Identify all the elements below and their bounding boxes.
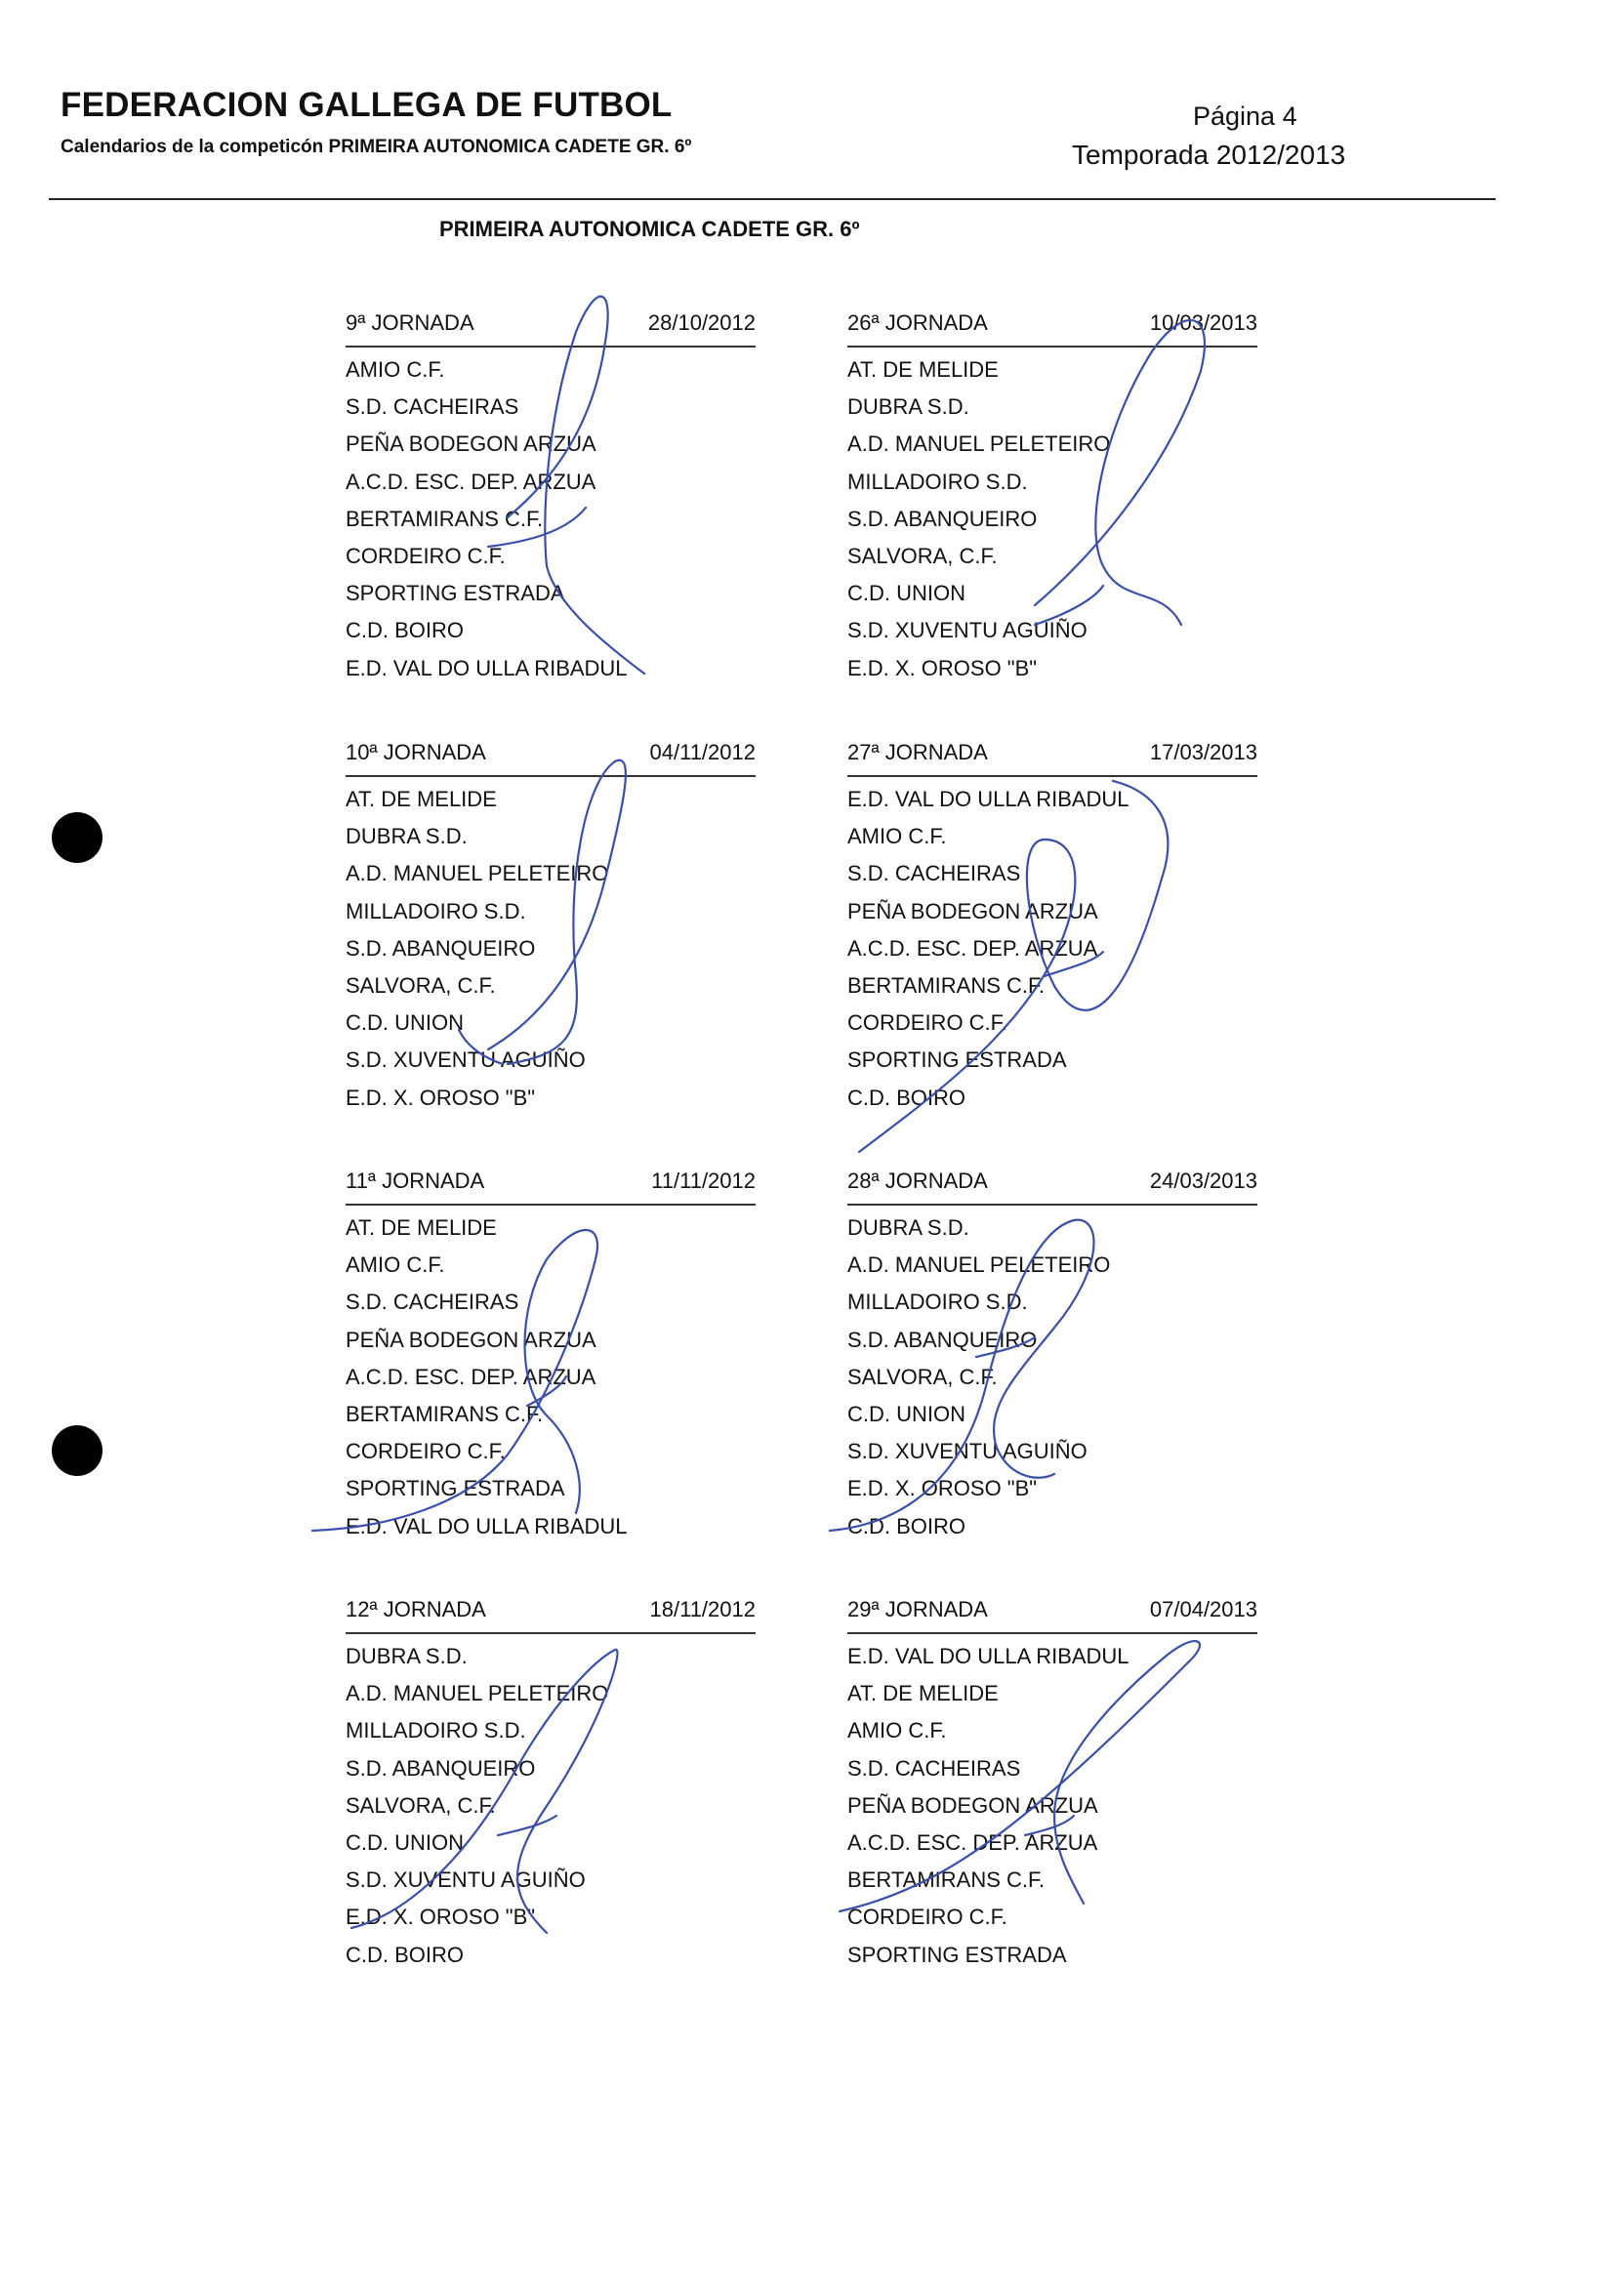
team-name: BERTAMIRANS C.F. xyxy=(847,1867,1046,1893)
jornada-label: 29ª JORNADA xyxy=(847,1597,988,1621)
team-name: S.D. CACHEIRAS xyxy=(346,1290,519,1315)
block-divider xyxy=(847,1204,1257,1206)
team-name: AT. DE MELIDE xyxy=(346,787,497,811)
team-name: A.C.D. ESC. DEP. ARZUA xyxy=(847,935,1098,961)
punch-hole xyxy=(52,1425,103,1476)
team-name: CORDEIRO C.F. xyxy=(847,1010,1007,1036)
team-name: S.D. CACHEIRAS xyxy=(847,861,1021,886)
team-name: AMIO C.F. xyxy=(847,824,947,849)
block-divider xyxy=(346,1204,756,1206)
team-name: SPORTING ESTRADA xyxy=(847,1942,1067,1967)
block-divider xyxy=(346,775,756,777)
team-name: C.D. UNION xyxy=(346,1829,464,1855)
team-name: C.D. BOIRO xyxy=(346,618,465,643)
team-name: AMIO C.F. xyxy=(346,357,445,382)
team-name: C.D. UNION xyxy=(847,1401,965,1426)
team-name: MILLADOIRO S.D. xyxy=(346,1718,526,1743)
team-name: PEÑA BODEGON ARZUA xyxy=(346,1327,596,1352)
team-name: DUBRA S.D. xyxy=(346,824,468,849)
jornada-block xyxy=(847,740,1257,1117)
punch-hole xyxy=(52,812,103,863)
jornada-block xyxy=(346,1168,756,1545)
team-name: S.D. XUVENTU AGUIÑO xyxy=(847,618,1088,643)
block-divider xyxy=(847,1632,1257,1634)
jornada-date: 18/11/2012 xyxy=(649,1597,756,1621)
team-name: SALVORA, C.F. xyxy=(847,1364,998,1389)
jornada-block xyxy=(847,1168,1257,1545)
team-name: PEÑA BODEGON ARZUA xyxy=(847,1792,1098,1818)
team-name: CORDEIRO C.F. xyxy=(346,543,506,568)
team-name: E.D. X. OROSO "B" xyxy=(346,1085,536,1110)
team-name: MILLADOIRO S.D. xyxy=(847,469,1028,494)
jornada-block xyxy=(847,310,1257,687)
team-name: E.D. VAL DO ULLA RIBADUL xyxy=(847,1644,1129,1668)
federation-title: FEDERACION GALLEGA DE FUTBOL xyxy=(61,86,673,124)
jornada-date: 04/11/2012 xyxy=(649,740,756,764)
team-name: AT. DE MELIDE xyxy=(847,357,999,382)
jornada-date: 28/10/2012 xyxy=(647,310,756,335)
team-name: S.D. CACHEIRAS xyxy=(346,394,519,420)
team-name: E.D. VAL DO ULLA RIBADUL xyxy=(847,787,1129,811)
jornada-label: 10ª JORNADA xyxy=(346,740,486,764)
jornada-block xyxy=(346,310,756,687)
season-label: Temporada 2012/2013 xyxy=(1072,140,1346,170)
block-divider xyxy=(847,775,1257,777)
page-number: Página 4 xyxy=(1193,102,1297,131)
jornada-label: 11ª JORNADA xyxy=(346,1168,485,1193)
team-name: AT. DE MELIDE xyxy=(346,1215,497,1240)
team-name: A.D. MANUEL PELETEIRO xyxy=(847,431,1111,457)
team-name: E.D. X. OROSO "B" xyxy=(847,1476,1038,1501)
header-divider xyxy=(49,198,1496,200)
team-name: C.D. BOIRO xyxy=(847,1085,966,1110)
team-name: AMIO C.F. xyxy=(847,1718,947,1743)
team-name: SPORTING ESTRADA xyxy=(847,1047,1067,1073)
jornada-date: 07/04/2013 xyxy=(1149,1597,1257,1621)
team-name: PEÑA BODEGON ARZUA xyxy=(346,431,596,457)
team-name: SPORTING ESTRADA xyxy=(346,581,565,606)
jornada-label: 12ª JORNADA xyxy=(346,1597,486,1621)
team-name: A.D. MANUEL PELETEIRO xyxy=(346,1681,609,1706)
jornada-block xyxy=(847,1597,1257,1974)
block-divider xyxy=(346,1632,756,1634)
jornada-date: 10/03/2013 xyxy=(1149,310,1257,335)
jornada-date: 11/11/2012 xyxy=(651,1168,756,1193)
team-name: S.D. ABANQUEIRO xyxy=(847,506,1038,531)
team-name: E.D. X. OROSO "B" xyxy=(847,655,1038,680)
block-divider xyxy=(847,346,1257,348)
team-name: SPORTING ESTRADA xyxy=(346,1476,565,1501)
team-name: A.D. MANUEL PELETEIRO xyxy=(346,861,609,886)
calendar-subtitle: Calendarios de la competicón PRIMEIRA AUTONOMICA CADETE GR. 6º xyxy=(61,137,692,157)
team-name: C.D. UNION xyxy=(346,1010,464,1036)
jornada-label: 28ª JORNADA xyxy=(847,1168,988,1193)
team-name: CORDEIRO C.F. xyxy=(847,1905,1007,1930)
team-name: C.D. UNION xyxy=(847,581,965,606)
team-name: E.D. X. OROSO "B" xyxy=(346,1905,536,1930)
team-name: SALVORA, C.F. xyxy=(346,972,496,998)
team-name: A.C.D. ESC. DEP. ARZUA xyxy=(346,469,596,494)
team-name: E.D. VAL DO ULLA RIBADUL xyxy=(346,1513,628,1538)
team-name: C.D. BOIRO xyxy=(847,1513,966,1538)
team-name: C.D. BOIRO xyxy=(346,1942,465,1967)
team-name: MILLADOIRO S.D. xyxy=(346,898,526,923)
team-name: BERTAMIRANS C.F. xyxy=(346,1401,544,1426)
team-name: S.D. ABANQUEIRO xyxy=(847,1327,1038,1352)
jornada-label: 9ª JORNADA xyxy=(346,310,474,335)
team-name: S.D. XUVENTU AGUIÑO xyxy=(346,1047,586,1073)
team-name: S.D. XUVENTU AGUIÑO xyxy=(346,1867,586,1893)
team-name: S.D. CACHEIRAS xyxy=(847,1755,1021,1781)
jornada-block xyxy=(346,740,756,1117)
jornada-date: 24/03/2013 xyxy=(1149,1168,1257,1193)
team-name: E.D. VAL DO ULLA RIBADUL xyxy=(346,655,628,680)
competition-title: PRIMEIRA AUTONOMICA CADETE GR. 6º xyxy=(439,217,860,241)
team-name: DUBRA S.D. xyxy=(346,1644,468,1668)
team-name: S.D. ABANQUEIRO xyxy=(346,1755,536,1781)
team-name: PEÑA BODEGON ARZUA xyxy=(847,898,1098,923)
jornada-label: 27ª JORNADA xyxy=(847,740,988,764)
jornada-label: 26ª JORNADA xyxy=(847,310,988,335)
team-name: S.D. XUVENTU AGUIÑO xyxy=(847,1439,1088,1464)
team-name: DUBRA S.D. xyxy=(847,1215,969,1240)
team-name: A.C.D. ESC. DEP. ARZUA xyxy=(847,1829,1098,1855)
team-name: CORDEIRO C.F. xyxy=(346,1439,506,1464)
team-name: AT. DE MELIDE xyxy=(847,1681,999,1706)
team-name: S.D. ABANQUEIRO xyxy=(346,935,536,961)
jornada-date: 17/03/2013 xyxy=(1149,740,1257,764)
team-name: A.C.D. ESC. DEP. ARZUA xyxy=(346,1364,596,1389)
team-name: BERTAMIRANS C.F. xyxy=(847,972,1046,998)
team-name: A.D. MANUEL PELETEIRO xyxy=(847,1252,1111,1278)
block-divider xyxy=(346,346,756,348)
team-name: DUBRA S.D. xyxy=(847,394,969,420)
team-name: MILLADOIRO S.D. xyxy=(847,1290,1028,1315)
team-name: BERTAMIRANS C.F. xyxy=(346,506,544,531)
team-name: AMIO C.F. xyxy=(346,1252,445,1278)
jornada-block xyxy=(346,1597,756,1974)
team-name: SALVORA, C.F. xyxy=(847,543,998,568)
team-name: SALVORA, C.F. xyxy=(346,1792,496,1818)
